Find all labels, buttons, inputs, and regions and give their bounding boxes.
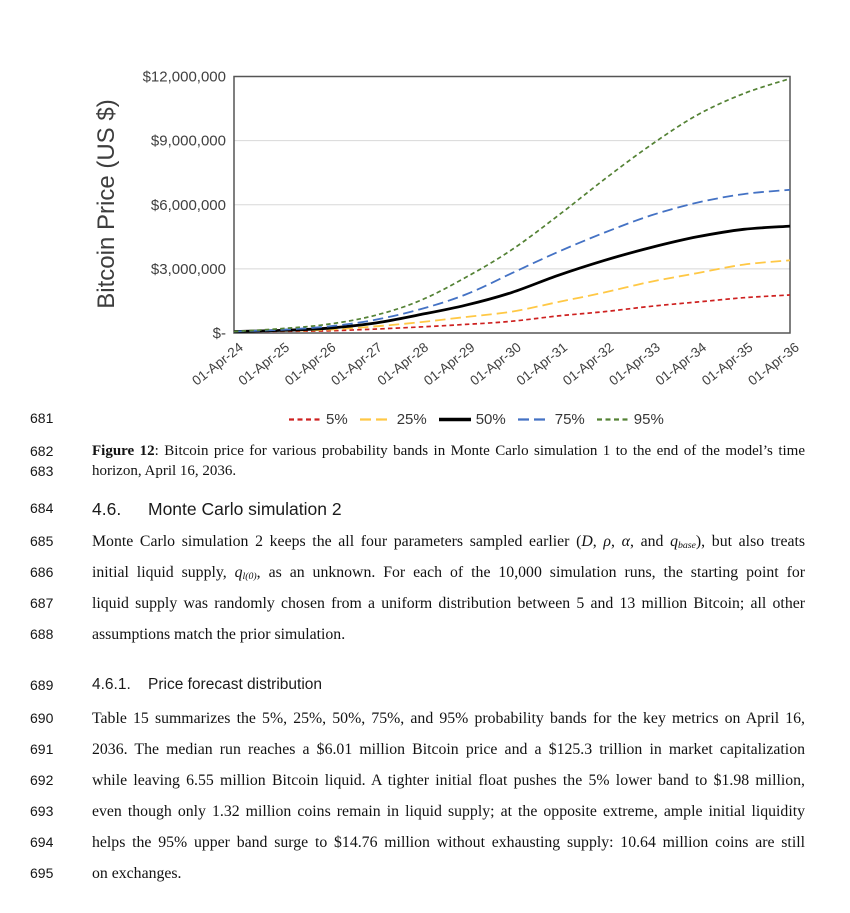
text-segment: ρ <box>603 533 611 550</box>
line-number: 682 <box>30 443 54 459</box>
text-segment: , <box>611 533 622 550</box>
text-segment: l(0) <box>242 570 257 582</box>
text-segment: Table 15 summarizes the 5%, 25%, 50%, 75%, and 95% probability bands for the key metrics on April 16, <box>92 710 805 727</box>
section-title: Monte Carlo simulation 2 <box>148 499 342 519</box>
x-tick-label: 01-Apr-32 <box>559 339 617 389</box>
section-number: 4.6. <box>92 499 122 519</box>
x-tick-label: 01-Apr-26 <box>281 339 339 389</box>
legend-swatch-50% <box>438 416 472 423</box>
x-tick-label: 01-Apr-29 <box>420 339 478 389</box>
text-segment: D <box>581 533 593 550</box>
legend-item-95% <box>596 411 664 428</box>
x-tick-label: 01-Apr-28 <box>374 339 432 389</box>
x-tick-label: 01-Apr-27 <box>328 339 385 389</box>
text-segment: q <box>234 564 243 581</box>
line-number: 688 <box>30 626 54 642</box>
legend-item-50% <box>438 411 506 428</box>
y-tick-label: $12,000,000 <box>142 68 226 86</box>
text-segment: , as an unknown. For each of the 10,000 simulation runs, the starting point for <box>256 564 805 581</box>
legend-label: 50% <box>475 410 506 428</box>
legend-label: 95% <box>633 410 664 428</box>
line-number: 691 <box>30 741 54 757</box>
line-number: 694 <box>30 834 54 850</box>
y-tick-label: $6,000,000 <box>150 196 226 214</box>
line-number: 693 <box>30 803 54 819</box>
line-text <box>92 675 805 695</box>
section-number: 4.6.1. <box>92 676 131 693</box>
legend-item-5% <box>288 411 348 428</box>
line-number: 687 <box>30 595 54 611</box>
text-segment: liquid supply was randomly chosen from a uniform distribution between 5 and 13 million Bitcoin; all other <box>92 595 805 612</box>
y-axis-title: Bitcoin Price (US $) <box>93 99 120 309</box>
line-number: 686 <box>30 564 54 580</box>
text-segment: helps the 95% upper band surge to $14.76 million without exhausting supply: 10.64 million coins are still <box>92 834 805 851</box>
text-segment: even though only 1.32 million coins remain in liquid supply; at the opposite extreme, ample initial liquidity <box>92 803 805 820</box>
line-text <box>92 461 805 481</box>
line-number: 683 <box>30 463 54 479</box>
text-segment: while leaving 6.55 million Bitcoin liquid. A tighter initial float pushes the 5% lower band to $1.98 million, <box>92 772 805 789</box>
line-text <box>92 498 805 520</box>
line-number: 695 <box>30 865 54 881</box>
figure-12-chart <box>0 0 850 435</box>
x-tick-label: 01-Apr-35 <box>698 339 756 389</box>
text-segment: on exchanges. <box>92 865 182 882</box>
text-segment: base <box>677 539 696 551</box>
series-50%-line <box>234 226 790 331</box>
text-segment: ), but also treats <box>695 533 806 550</box>
x-tick-label: 01-Apr-24 <box>189 339 246 389</box>
legend-swatch-75% <box>517 416 551 423</box>
text-segment: assumptions match the prior simulation. <box>92 626 346 643</box>
legend-item-25% <box>359 411 427 428</box>
x-tick-label: 01-Apr-31 <box>513 339 571 389</box>
x-tick-label: 01-Apr-33 <box>606 339 663 389</box>
line-text <box>92 863 805 884</box>
legend-item-75% <box>517 411 585 428</box>
y-tick-label: $3,000,000 <box>150 260 226 278</box>
chart-legend <box>288 409 664 429</box>
text-segment: initial liquid supply, <box>92 564 235 581</box>
legend-label: 75% <box>554 410 585 428</box>
text-segment: 2036. The median run reaches a $6.01 million Bitcoin price and a $125.3 trillion in market capitalization <box>92 741 805 758</box>
line-number: 690 <box>30 710 54 726</box>
legend-label: 25% <box>396 410 427 428</box>
text-segment: α <box>621 533 630 550</box>
legend-swatch-95% <box>596 416 630 423</box>
legend-swatch-5% <box>288 416 322 423</box>
text-segment: horizon, April 16, 2036. <box>92 463 237 479</box>
x-tick-label: 01-Apr-36 <box>745 339 802 389</box>
text-segment: , and <box>629 533 671 550</box>
series-5%-line <box>234 295 790 332</box>
text-segment: q <box>670 533 678 550</box>
line-text <box>92 624 805 645</box>
x-tick-label: 01-Apr-34 <box>652 339 710 389</box>
text-segment: Monte Carlo simulation 2 keeps the all four parameters sampled earlier ( <box>92 533 582 550</box>
x-tick-label: 01-Apr-30 <box>467 339 524 389</box>
text-segment: Figure 12 <box>92 443 155 459</box>
line-number: 689 <box>30 677 54 693</box>
series-75%-line <box>234 190 790 332</box>
line-number: 684 <box>30 500 54 516</box>
section-title: Price forecast distribution <box>148 676 323 693</box>
y-tick-label: $9,000,000 <box>150 132 226 150</box>
text-segment: , <box>592 533 604 550</box>
legend-swatch-25% <box>359 416 393 423</box>
line-number: 685 <box>30 533 54 549</box>
legend-label: 5% <box>326 410 348 428</box>
line-number: 681 <box>30 410 54 426</box>
text-segment: : Bitcoin price for various probability bands in Monte Carlo simulation 1 to the end of the model’s time <box>154 443 805 459</box>
chart-plot-area <box>0 0 850 405</box>
y-tick-label: $- <box>212 325 226 342</box>
x-tick-label: 01-Apr-25 <box>235 339 293 389</box>
line-number: 692 <box>30 772 54 788</box>
